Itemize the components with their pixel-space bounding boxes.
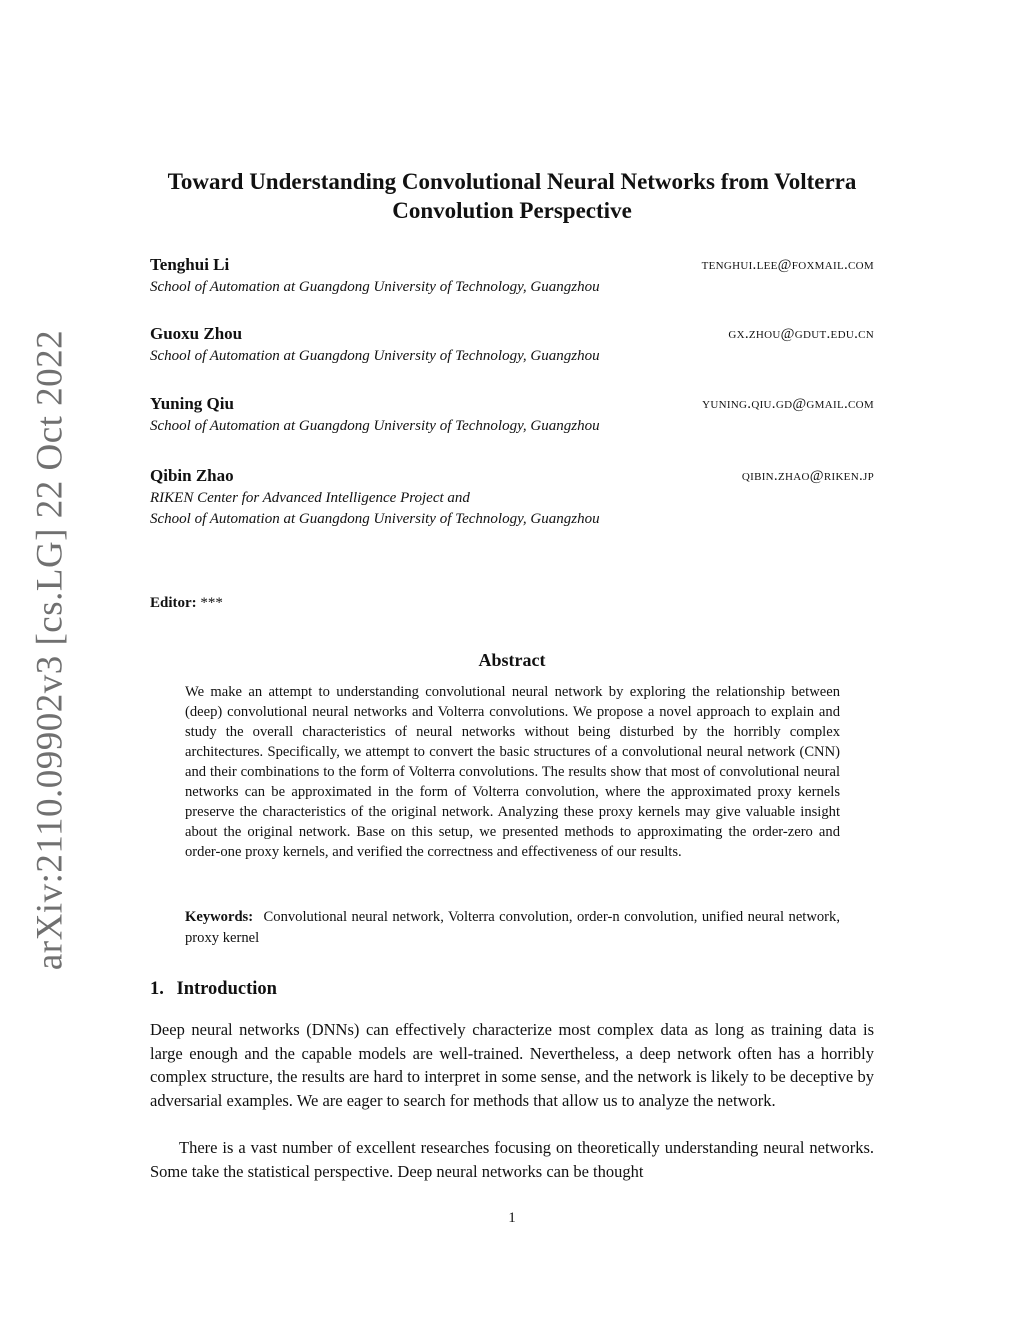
- author-name: Tenghui Li: [150, 255, 230, 274]
- keywords-text: Convolutional neural network, Volterra convolution, order-n convolution, unified neural network, proxy kernel: [185, 909, 840, 946]
- author-affiliation: School of Automation at Guangdong University of Technology, Guangzhou: [150, 279, 600, 295]
- author-name: Qibin Zhao: [150, 466, 234, 485]
- author-email[interactable]: qibin.zhao@riken.jp: [741, 468, 874, 484]
- editor-value: ***: [200, 595, 223, 611]
- section-title: Introduction: [176, 979, 277, 999]
- abstract-body: We make an attempt to understanding convolutional neural network by exploring the relationship between (deep) convolutional neural networks and Volterra convolutions. We propose a novel approach to explain and study the overall characteristics of neural networks without being disturbed by the horribly complex architectures. Specifically, we attempt to convert the basic structures of a convolutional neural network (CNN) and their combinations to the form of Volterra convolutions. The results show that most of convolutional neural networks can be approximated in the form of Volterra convolution, where the approximated proxy kernels preserve the characteristics of the original network. Analyzing these proxy kernels may give valuable insight about the original network. Base on this setup, we presented methods to approximating the order-zero and order-one proxy kernels, and verified the correctness and effectiveness of our results.: [185, 684, 840, 860]
- keywords-label: Keywords:: [185, 909, 254, 925]
- arxiv-identifier-stamp: arXiv:2110.09902v3 [cs.LG] 22 Oct 2022: [29, 329, 71, 971]
- section-number: 1.: [150, 979, 164, 999]
- author-block: [150, 466, 874, 530]
- body-paragraph: There is a vast number of excellent researches focusing on theoretically understanding neural networks. Some take the statistical perspective. Deep neural networks can be thought: [150, 1138, 874, 1181]
- section-heading: [150, 979, 277, 1000]
- keywords-line: [185, 907, 840, 948]
- abstract-heading: Abstract: [478, 650, 546, 670]
- editor-line: [150, 595, 223, 612]
- author-affiliation: School of Automation at Guangdong University of Technology, Guangzhou: [150, 418, 600, 434]
- body-paragraph: Deep neural networks (DNNs) can effectively characterize most complex data as long as training data is large enough and the capable models are well-trained. Nevertheless, a deep network often has a horribly complex structure, the results are hard to interpret in some sense, and the network is likely to be deceptive by adversarial examples. We are eager to search for methods that allow us to analyze the network.: [150, 1020, 874, 1110]
- author-email[interactable]: yuning.qiu.gd@gmail.com: [702, 396, 874, 412]
- editor-label: Editor:: [150, 595, 197, 611]
- author-block: [150, 255, 874, 298]
- author-affiliation: School of Automation at Guangdong University of Technology, Guangzhou: [150, 511, 600, 527]
- author-affiliation: RIKEN Center for Advanced Intelligence Project and: [150, 490, 470, 506]
- author-block: [150, 394, 874, 437]
- author-affiliation: School of Automation at Guangdong University of Technology, Guangzhou: [150, 348, 600, 364]
- author-name: Guoxu Zhou: [150, 324, 243, 343]
- author-email[interactable]: gx.zhou@gdut.edu.cn: [728, 326, 874, 342]
- paper-title: Toward Understanding Convolutional Neural Networks from Volterra Convolution Perspective: [167, 169, 857, 223]
- author-name: Yuning Qiu: [150, 394, 234, 413]
- author-email[interactable]: tenghui.lee@foxmail.com: [701, 257, 874, 273]
- author-block: [150, 324, 874, 367]
- page-number: 1: [508, 1210, 516, 1226]
